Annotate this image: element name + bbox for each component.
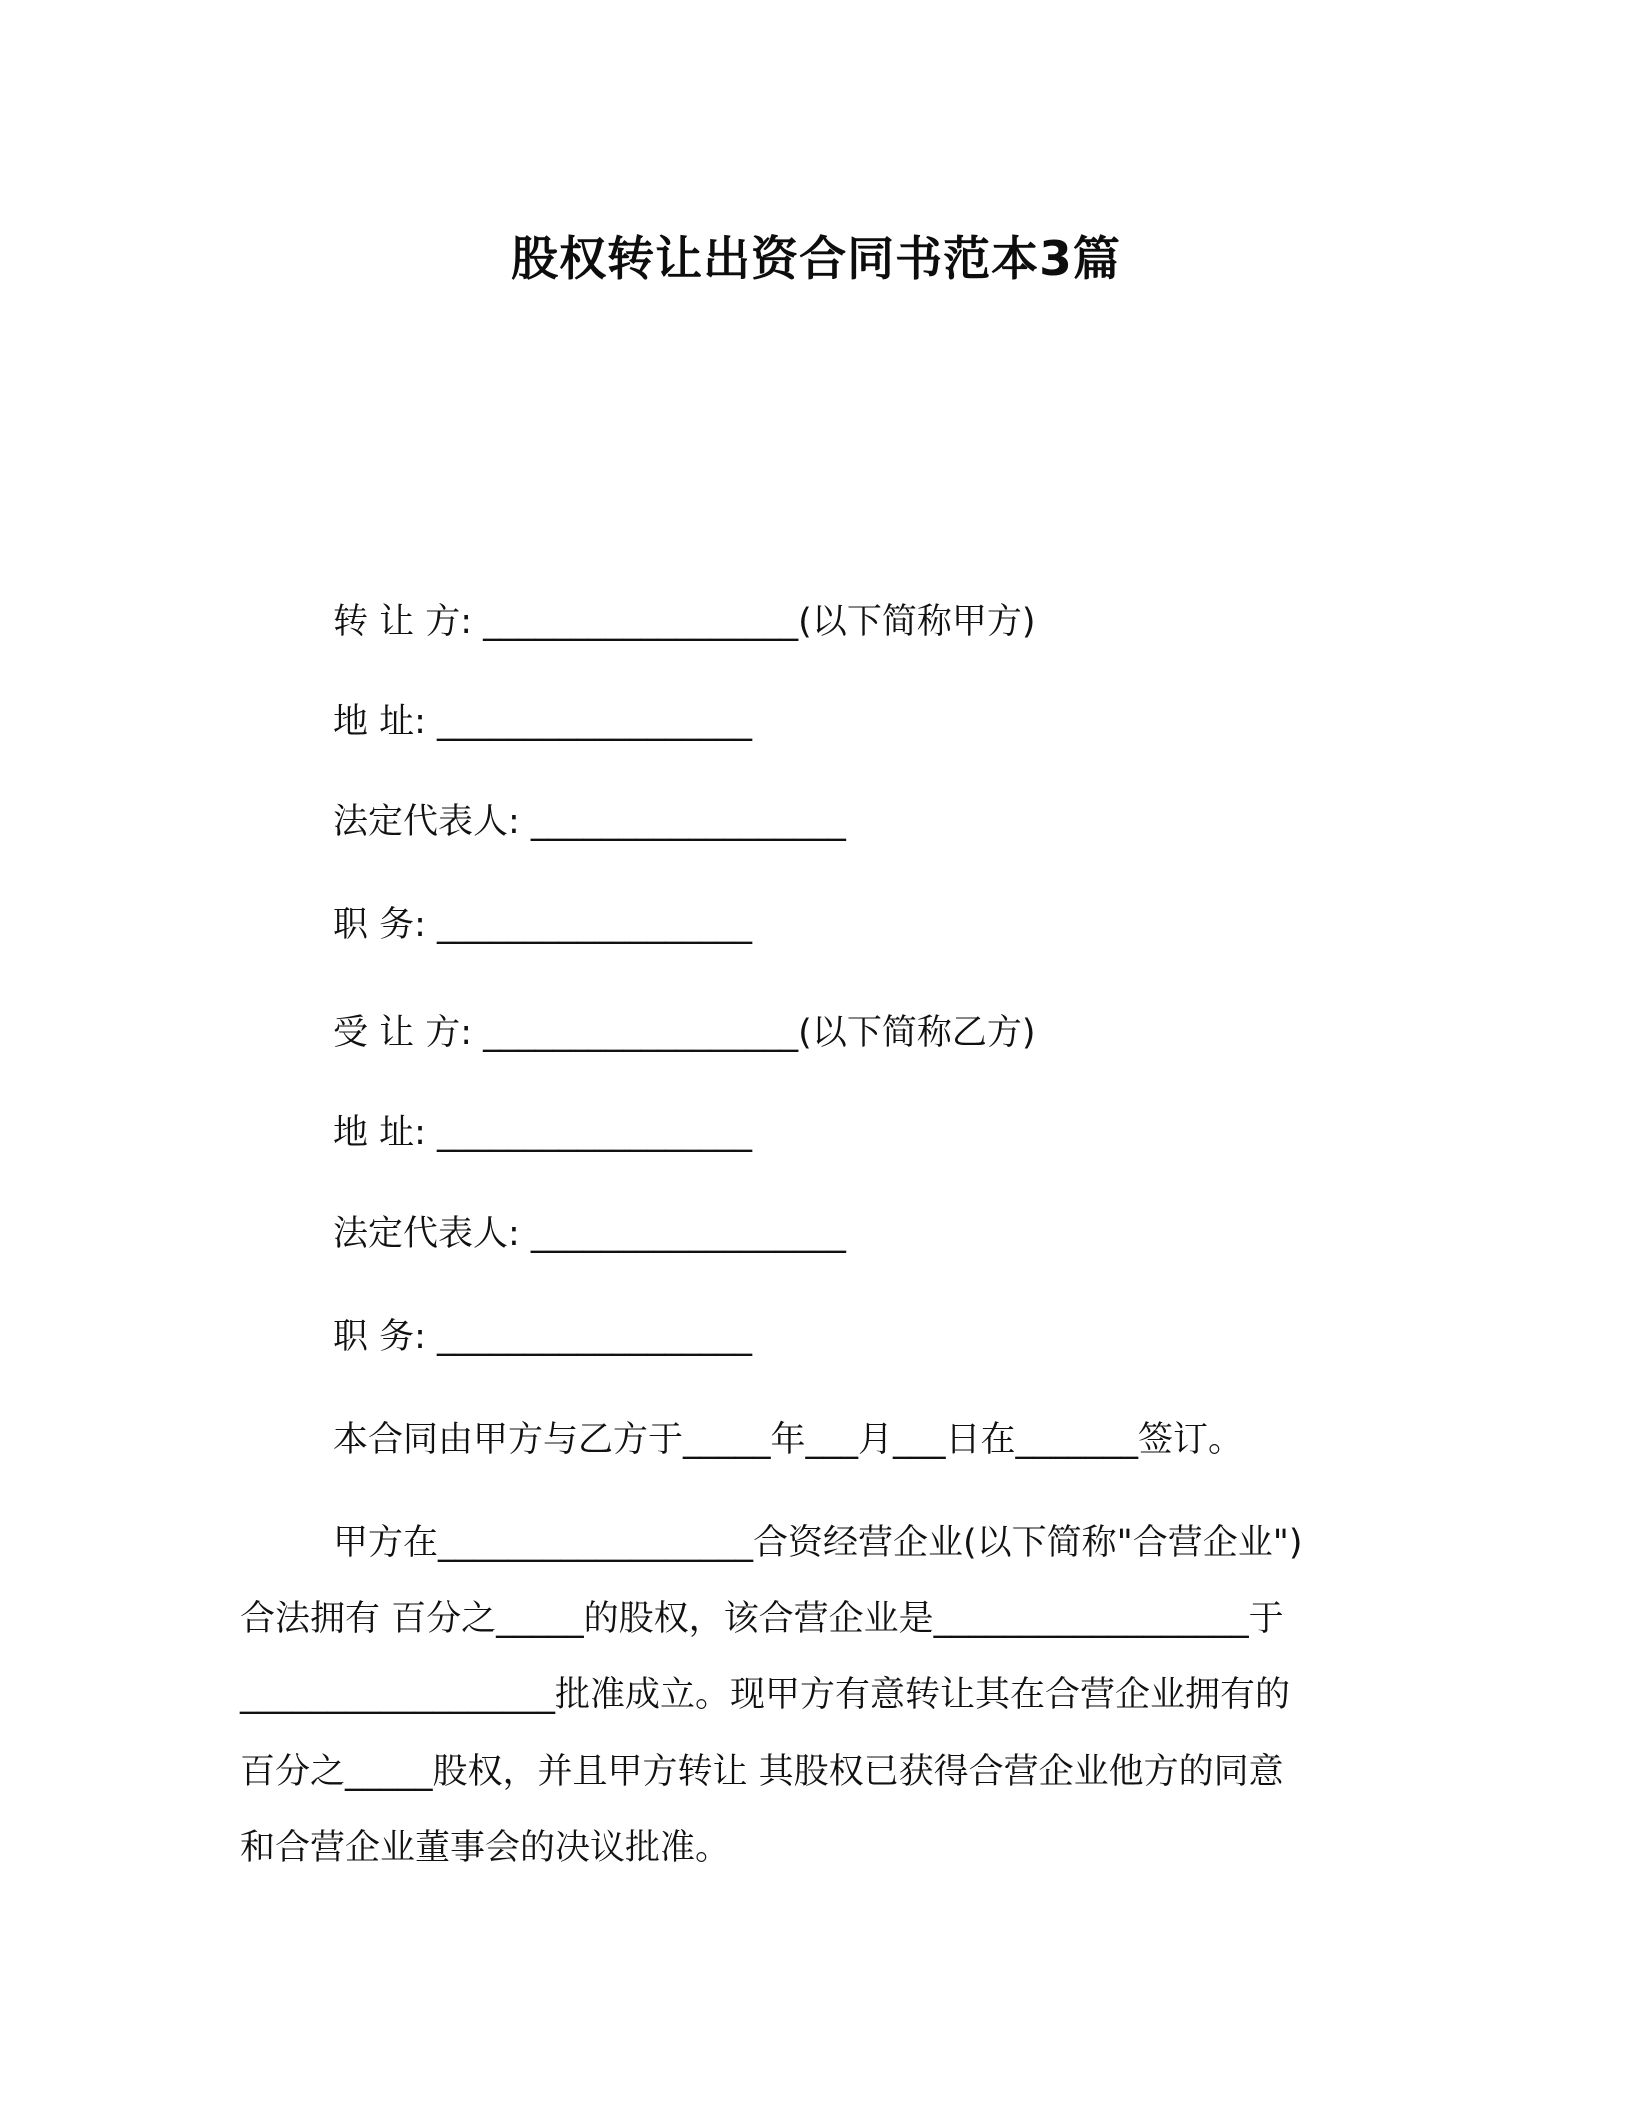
transferor-line: 转 让 方: __________________(以下简称甲方) — [333, 602, 1036, 642]
transferor-position-line: 职 务: __________________ — [333, 905, 753, 945]
transferee-line: 受 让 方: __________________(以下简称乙方) — [333, 1013, 1036, 1053]
paragraph-line-5: 和合营企业董事会的决议批准。 — [240, 1828, 731, 1868]
transferee-representative-line: 法定代表人: __________________ — [333, 1214, 846, 1254]
transferor-representative-line: 法定代表人: __________________ — [333, 802, 846, 842]
transferee-position-line: 职 务: __________________ — [333, 1317, 753, 1357]
signing-line: 本合同由甲方与乙方于_____年___月___日在_______签订。 — [333, 1420, 1244, 1460]
paragraph-line-2: 合法拥有 百分之_____的股权，该合营企业是__________________于 — [240, 1599, 1284, 1639]
paragraph-line-3: __________________批准成立。现甲方有意转让其在合营企业拥有的 — [240, 1675, 1291, 1715]
transferee-address-line: 地 址: __________________ — [333, 1113, 753, 1153]
document-title: 股权转让出资合同书范本3篇 — [511, 232, 1121, 287]
paragraph-line-4: 百分之_____股权，并且甲方转让 其股权已获得合营企业他方的同意 — [240, 1752, 1284, 1792]
paragraph-line-1: 甲方在__________________合资经营企业(以下简称"合营企业") — [333, 1523, 1303, 1563]
transferor-address-line: 地 址: __________________ — [333, 702, 753, 742]
